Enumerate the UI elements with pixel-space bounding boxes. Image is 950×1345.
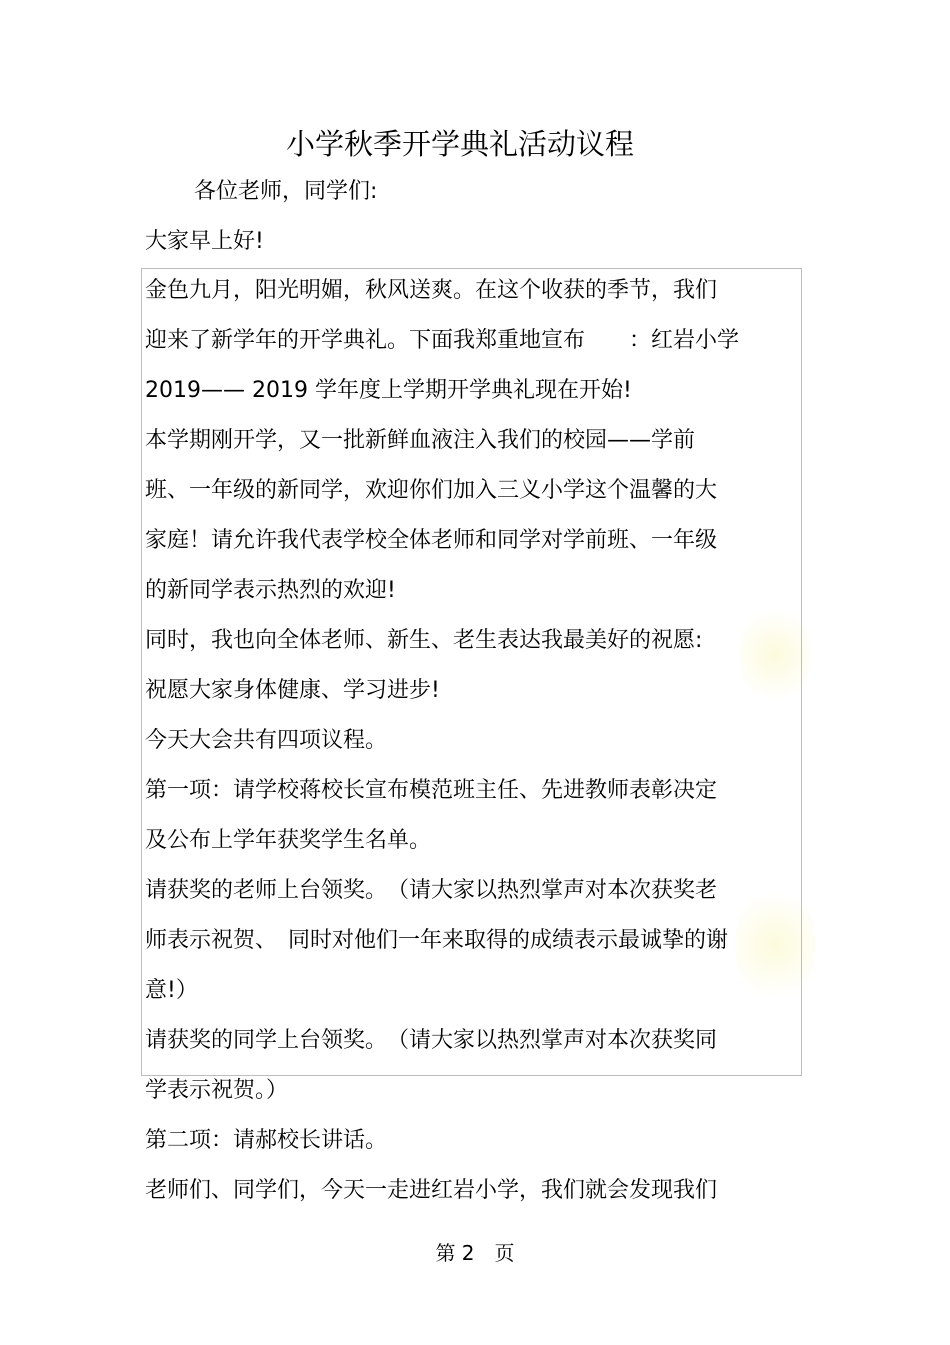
body-line: 2019—— 2019 学年度上学期开学典礼现在开始! <box>145 378 632 403</box>
body-line: 意!） <box>145 978 198 1003</box>
document-title: 小学秋季开学典礼活动议程 <box>285 127 634 161</box>
greeting: 大家早上好! <box>145 229 264 254</box>
body-line: 请获奖的同学上台领奖。 （请大家以热烈掌声对本次获奖同 <box>145 1028 718 1053</box>
body-line: 的新同学表示热烈的欢迎! <box>145 578 396 603</box>
body-line: 今天大会共有四项议程。 <box>145 728 388 753</box>
body-line: 学表示祝贺。） <box>145 1078 289 1103</box>
body-line: 迎来了新学年的开学典礼。下面我郑重地宣布 ：红岩小学 <box>145 328 740 353</box>
body-line: 班、一年级的新同学，欢迎你们加入三义小学这个温馨的大 <box>145 478 718 503</box>
body-line: 家庭！请允许我代表学校全体老师和同学对学前班、一年级 <box>145 528 718 553</box>
body-line: 及公布上学年获奖学生名单。 <box>145 828 432 853</box>
page-number: 第 2 页 <box>435 1241 515 1265</box>
body-line: 师表示祝贺、 同时对他们一年来取得的成绩表示最诚挚的谢 <box>145 928 729 953</box>
body-line: 金色九月，阳光明媚，秋风送爽。在这个收获的季节，我们 <box>145 278 718 303</box>
salutation: 各位老师，同学们: <box>194 179 378 204</box>
body-line: 祝愿大家身体健康、学习进步! <box>145 678 440 703</box>
body-line: 本学期刚开学，又一批新鲜血液注入我们的校园——学前 <box>145 428 696 453</box>
body-line: 第一项：请学校蒋校长宣布模范班主任、先进教师表彰决定 <box>145 778 718 803</box>
body-line: 请获奖的老师上台领奖。 （请大家以热烈掌声对本次获奖老 <box>145 878 718 903</box>
body-line: 老师们、同学们，今天一走进红岩小学，我们就会发现我们 <box>145 1178 718 1203</box>
body-line: 第二项：请郝校长讲话。 <box>145 1128 388 1153</box>
body-line: 同时，我也向全体老师、新生、老生表达我最美好的祝愿: <box>145 628 703 653</box>
